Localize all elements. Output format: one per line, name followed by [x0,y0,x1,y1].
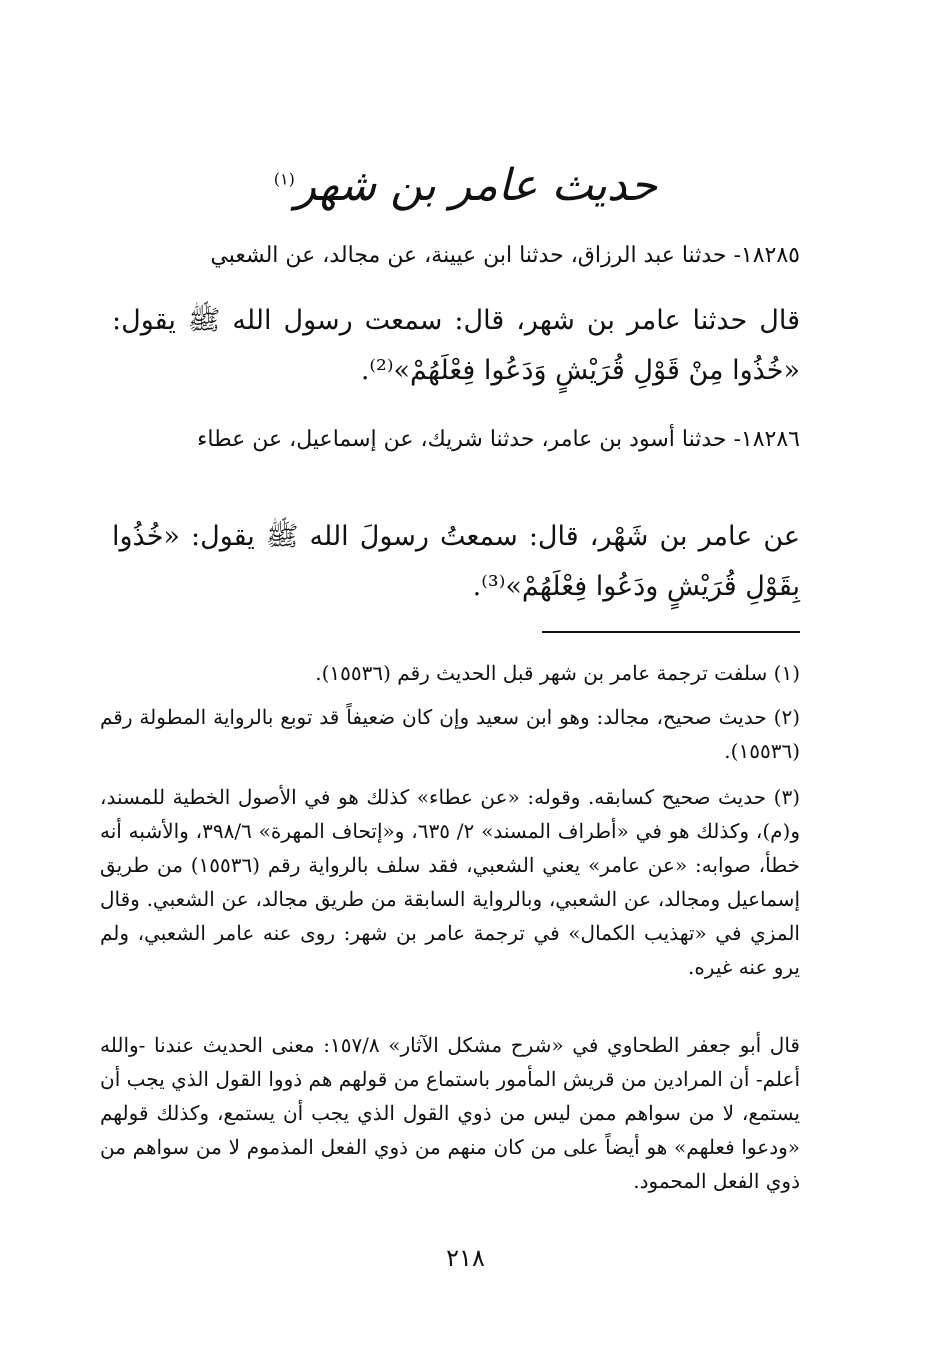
chapter-title [0,160,931,211]
hadith-18285-matn: قال حدثنا عامر بن شهر، قال: سمعت رسول الله ﷺ يقول: «خُذُوا مِنْ قَوْلِ قُرَيْشٍ وَدَعُوا فِعْلَهُمْ»⁽²⁾. [112,305,800,386]
chapter-title-text [274,160,657,211]
title-footnote-ref: (١) [273,169,295,189]
title-text: حديث عامر بن شهر [294,160,658,211]
footnote-3-continuation: قال أبو جعفر الطحاوي في «شرح مشكل الآثار» ١٥٧/٨: معنى الحديث عندنا -والله أعلم- أن المرادين من قريش المأمور باستماع من قولهم هم ذووا القول الذي يجب أن يستمع، لا من سواهم ممن ليس من ذوي القول الذي يجب أن يستمع، وكذلك قولهم «ودعوا فعلهم» هو أيضاً على من كان منهم من ذوي الفعل المذموم لا من سواهم من ذوي الفعل المحمود. [100,1033,800,1193]
hadith-18286-isnad: ١٨٢٨٦- حدثنا أسود بن عامر، حدثنا شريك، عن إسماعيل، عن عطاء [197,427,800,452]
footnote-2: (٢) حديث صحيح، مجالد: وهو ابن سعيد وإن كان ضعيفاً قد توبع بالرواية المطولة رقم (١٥٥٣٦). [100,705,800,763]
page-number: ٢١٨ [446,1244,485,1272]
footnote-divider [542,631,800,633]
hadith-18285-isnad: ١٨٢٨٥- حدثنا عبد الرزاق، حدثنا ابن عيينة، عن مجالد، عن الشعبي [210,243,800,268]
footnote-3: (٣) حديث صحيح كسابقه. وقوله: «عن عطاء» كذلك هو في الأصول الخطية للمسند، و(م)، وكذلك هو في «أطراف المسند» ٢/ ٦٣٥، و«إتحاف المهرة» ٣٩٨/٦، والأشبه أنه خطأ، صوابه: «عن عامر» يعني الشعبي، فقد سلف بالرواية رقم (١٥٥٣٦) من طريق إسماعيل ومجالد، عن الشعبي، وبالرواية السابقة من طريق مجالد، عن الشعبي. وقال المزي في «تهذيب الكمال» في ترجمة عامر بن شهر: روى عنه عامر الشعبي، ولم يرو عنه غيره. [100,785,800,979]
footnote-1: (١) سلفت ترجمة عامر بن شهر قبل الحديث رقم (١٥٥٣٦). [315,661,800,685]
hadith-18286-matn: عن عامر بن شَهْر، قال: سمعتُ رسولَ الله ﷺ يقول: «خُذُوا بِقَوْلِ قُرَيْشٍ ودَعُوا فِعْلَهُمْ»⁽³⁾. [112,521,800,602]
